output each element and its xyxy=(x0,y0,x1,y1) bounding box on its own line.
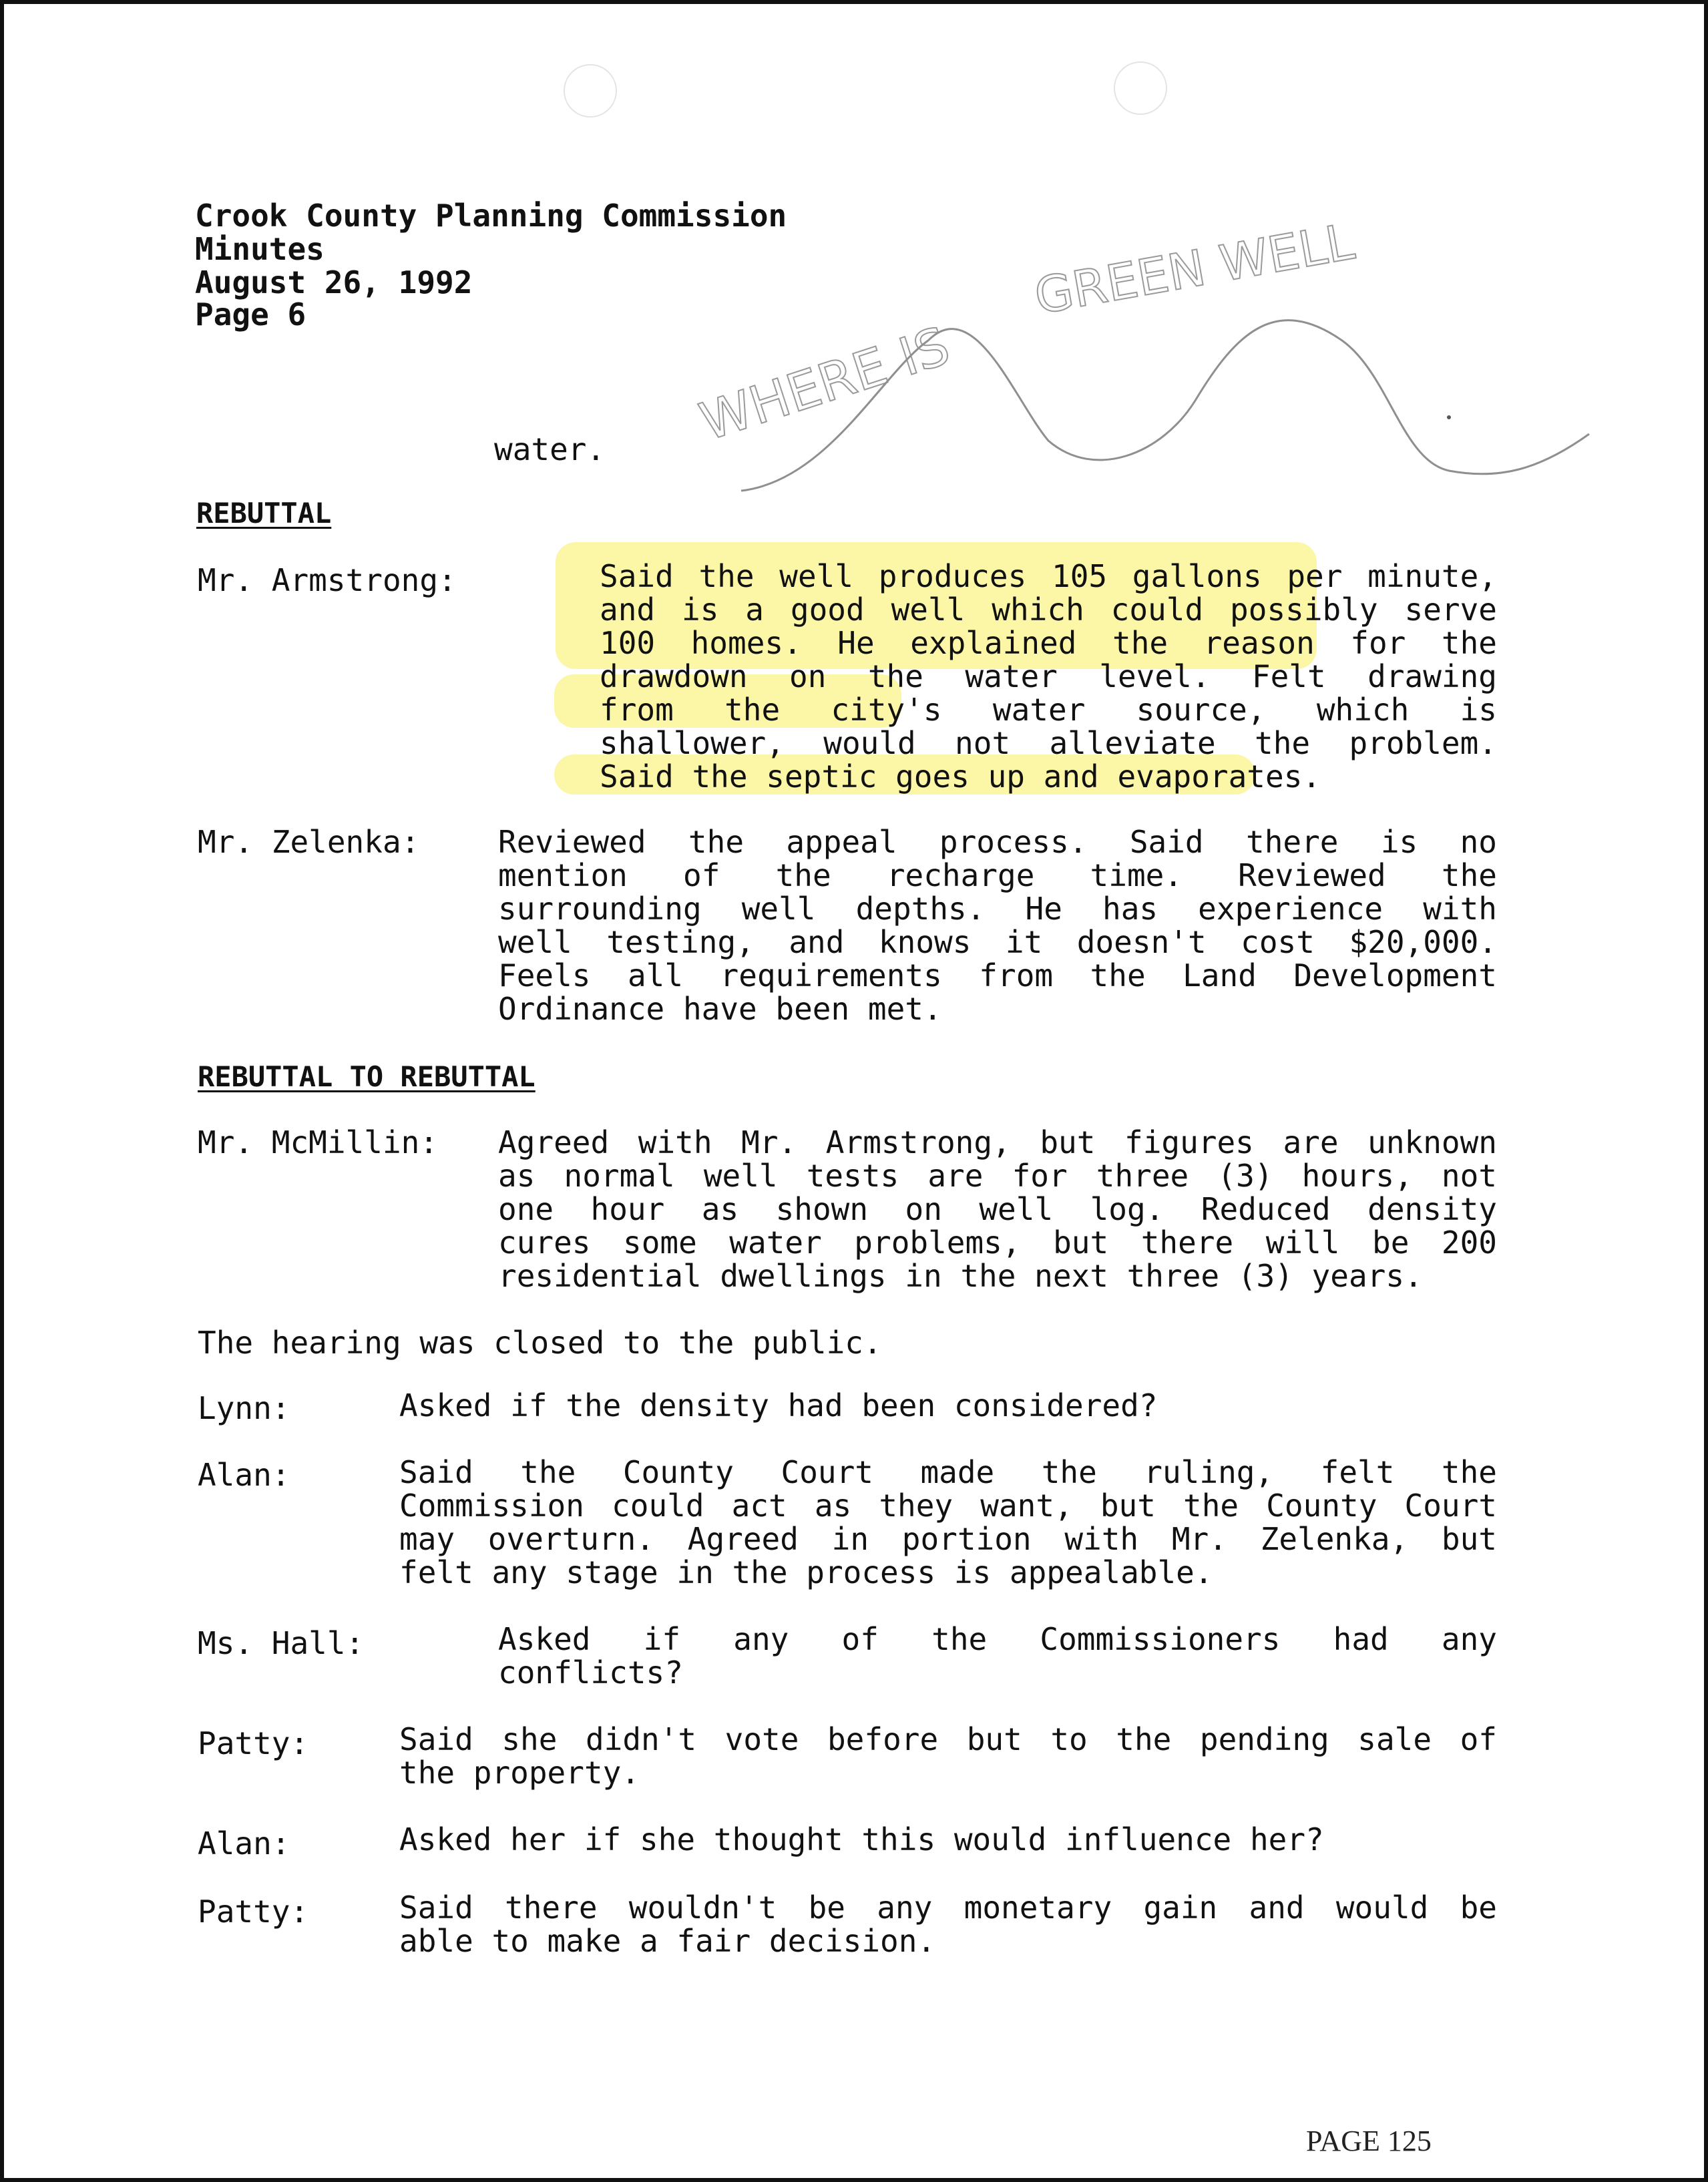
handwriting-line2: GREEN WELL xyxy=(1030,213,1359,326)
handwriting-line1: WHERE IS xyxy=(693,316,957,453)
armstrong-statement xyxy=(600,560,1497,793)
header-doc-type: Minutes xyxy=(195,231,325,267)
page-number: PAGE 125 xyxy=(1306,2125,1432,2157)
speaker-label: Lynn: xyxy=(198,1390,290,1426)
rebuttal-to-rebuttal-heading: REBUTTAL TO REBUTTAL xyxy=(198,1060,536,1093)
statement-line: drawdown on the water level. Felt drawing xyxy=(600,658,1497,694)
speaker-label: Ms. Hall: xyxy=(198,1625,365,1661)
statement-line: Reviewed the appeal process. Said there is no xyxy=(498,824,1497,860)
closing-statement: The hearing was closed to the public. xyxy=(198,1325,882,1361)
statement-line: residential dwellings in the next three (3) years. xyxy=(498,1258,1423,1294)
handwritten-annotation xyxy=(0,0,1708,534)
statement-line: Asked her if she thought this would influence her? xyxy=(399,1821,1324,1858)
speaker-label: Alan: xyxy=(198,1457,290,1493)
statement-line: Said she didn't vote before but to the pending sale of xyxy=(399,1721,1497,1757)
statement-line: felt any stage in the process is appealable. xyxy=(399,1554,1213,1590)
statement-line: and is a good well which could possibly serve xyxy=(600,592,1497,628)
speaker-label: Alan: xyxy=(198,1825,290,1862)
statement-line: 100 homes. He explained the reason for the xyxy=(600,625,1497,661)
lynn-statement xyxy=(399,1389,1497,1422)
statement-line: surrounding well depths. He has experience with xyxy=(498,891,1497,927)
statement-line: from the city's water source, which is xyxy=(600,692,1497,728)
statement-line: the property. xyxy=(399,1755,640,1791)
header-date: August 26, 1992 xyxy=(195,264,473,300)
ink-dot xyxy=(1447,415,1451,419)
rebuttal-heading: REBUTTAL xyxy=(196,497,332,529)
statement-line: able to make a fair decision. xyxy=(399,1923,936,1959)
mcmillin-statement xyxy=(498,1126,1497,1293)
patty-statement xyxy=(399,1723,1497,1789)
statement-line: Said the County Court made the ruling, felt the xyxy=(399,1454,1497,1490)
hall-statement xyxy=(498,1622,1497,1689)
statement-line: shallower, would not alleviate the problem. xyxy=(600,725,1497,761)
statement-line: one hour as shown on well log. Reduced density xyxy=(498,1191,1497,1227)
speaker-label: Patty: xyxy=(198,1725,309,1761)
statement-line: may overturn. Agreed in portion with Mr. Zelenka, but xyxy=(399,1521,1497,1557)
patty-answer xyxy=(399,1891,1497,1958)
header-organization: Crook County Planning Commission xyxy=(195,198,787,234)
statement-line: well testing, and knows it doesn't cost $20,000. xyxy=(498,924,1497,960)
speaker-label: Patty: xyxy=(198,1894,309,1930)
statement-line: Asked if any of the Commissioners had any xyxy=(498,1621,1497,1657)
statement-line: as normal well tests are for three (3) hours, not xyxy=(498,1158,1497,1194)
statement-line: conflicts? xyxy=(498,1655,683,1691)
zelenka-statement xyxy=(498,825,1497,1026)
statement-line: Said there wouldn't be any monetary gain and would be xyxy=(399,1890,1497,1926)
statement-line: Agreed with Mr. Armstrong, but figures are unknown xyxy=(498,1124,1497,1160)
speaker-label: Mr. McMillin: xyxy=(198,1124,439,1160)
alan-question xyxy=(399,1823,1497,1856)
statement-line: Said the septic goes up and evaporates. xyxy=(600,758,1321,795)
statement-line: mention of the recharge time. Reviewed the xyxy=(498,857,1497,893)
statement-line: Commission could act as they want, but the County Court xyxy=(399,1488,1497,1524)
continuation-text: water. xyxy=(494,431,606,467)
speaker-label: Mr. Armstrong: xyxy=(198,562,457,598)
speaker-label: Mr. Zelenka: xyxy=(198,824,420,860)
page-border-bottom xyxy=(0,2178,1708,2182)
statement-line: cures some water problems, but there will be 200 xyxy=(498,1225,1497,1261)
statement-line: Ordinance have been met. xyxy=(498,991,942,1027)
statement-line: Asked if the density had been considered? xyxy=(399,1387,1158,1424)
statement-line: Said the well produces 105 gallons per minute, xyxy=(600,558,1497,594)
statement-line: Feels all requirements from the Land Development xyxy=(498,957,1497,994)
alan-statement xyxy=(399,1456,1497,1589)
header-page: Page 6 xyxy=(195,296,306,333)
